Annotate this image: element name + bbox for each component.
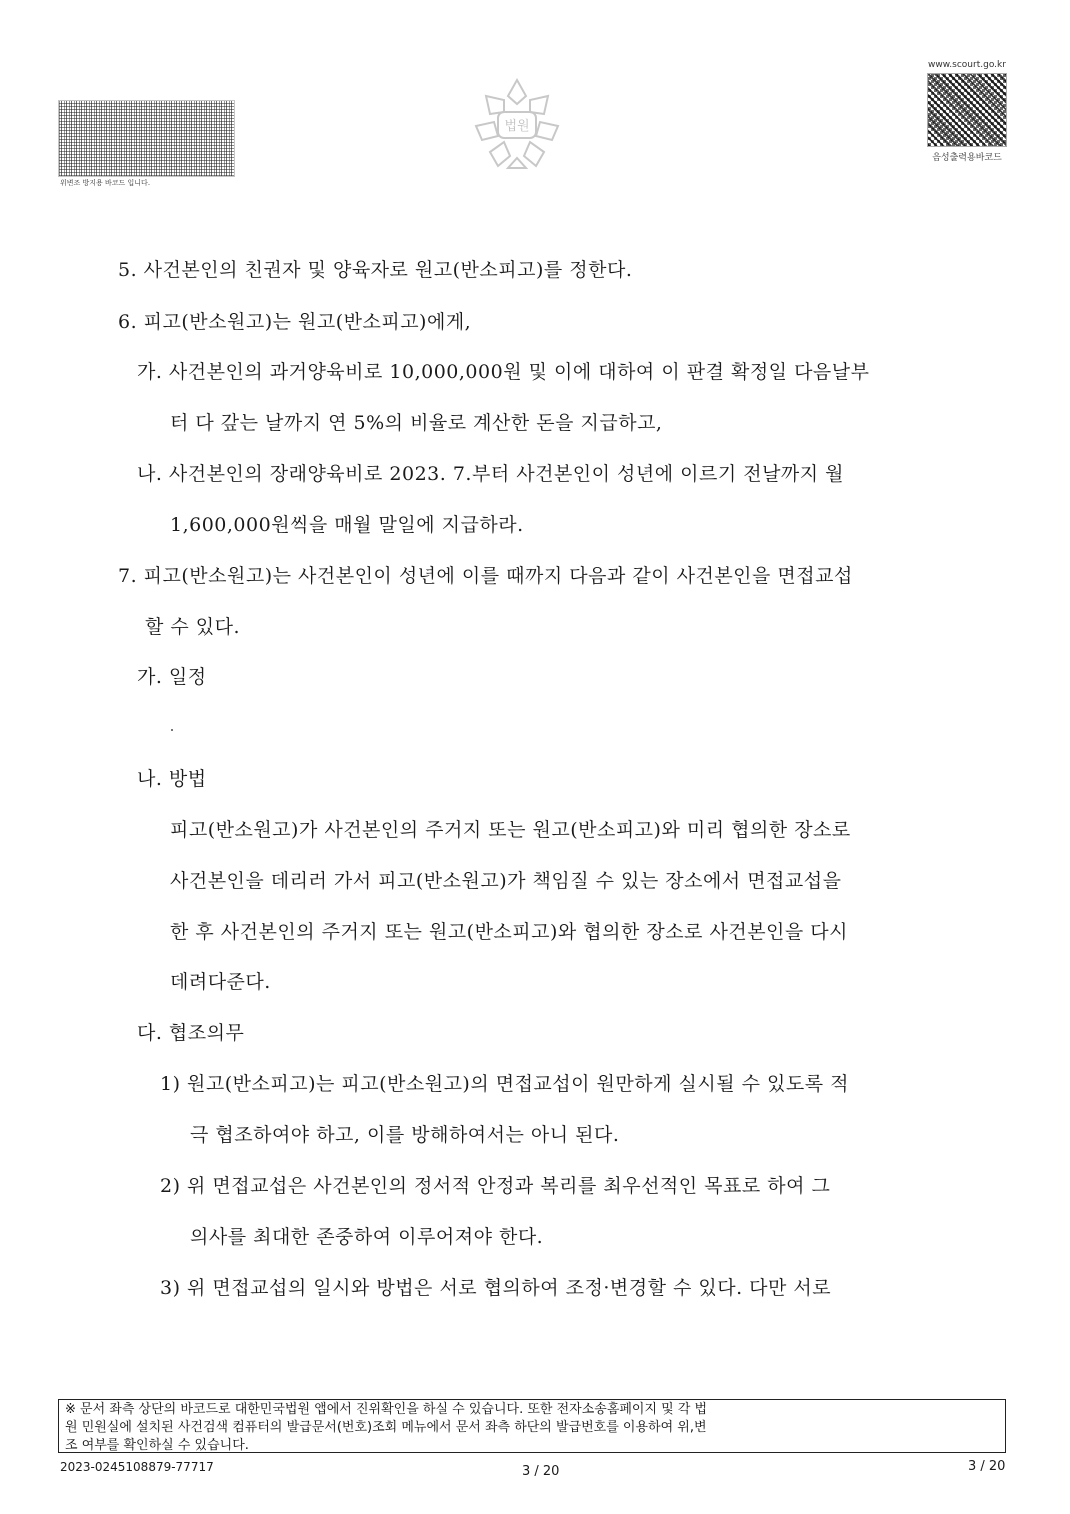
coop-2-line2: 의사를 최대한 존중하여 이루어져야 한다.	[190, 1226, 544, 1248]
notice-line: 조 여부를 확인하실 수 있습니다.	[65, 1438, 249, 1453]
method-line3: 한 후 사건본인의 주거지 또는 원고(반소피고)와 협의한 장소로 사건본인을 다시	[170, 921, 849, 943]
page-number-right: 3 / 20	[968, 1459, 1006, 1474]
voice-output-barcode	[927, 73, 1007, 147]
notice-line: 원 민원실에 설치된 사건검색 컴퓨터의 발급문서(번호)조회 메뉴에서 문서 좌측 하단의 발급번호를 이용하여 위,변	[65, 1420, 707, 1435]
anti-forgery-barcode	[58, 100, 235, 177]
method-line4: 데려다준다.	[170, 971, 271, 993]
blank-mark	[171, 729, 173, 731]
item-6-na-line1: 나. 사건본인의 장래양육비로 2023. 7.부터 사건본인이 성년에 이르기 전날까지 월	[137, 463, 845, 485]
item-7-da-heading: 다. 협조의무	[137, 1022, 245, 1044]
method-line2: 사건본인을 데리러 가서 피고(반소원고)가 책임질 수 있는 장소에서 면접교섭을	[170, 870, 842, 892]
court-emblem-icon	[468, 74, 566, 174]
coop-1-line2: 극 협조하여야 하고, 이를 방해하여서는 아니 된다.	[190, 1124, 620, 1146]
notice-line: ※ 문서 좌측 상단의 바코드로 대한민국법원 앱에서 진위확인을 하실 수 있습니다. 또한 전자소송홈페이지 및 각 법	[65, 1402, 708, 1417]
court-url: www.scourt.go.kr	[928, 60, 1006, 70]
issue-number: 2023-0245108879-77717	[60, 1460, 214, 1474]
item-7-ga-heading: 가. 일정	[137, 666, 207, 688]
item-7-line2: 할 수 있다.	[145, 616, 241, 638]
coop-3-line1: 3) 위 면접교섭의 일시와 방법은 서로 협의하여 조정·변경할 수 있다. 다만 서로	[160, 1277, 832, 1299]
coop-2-line1: 2) 위 면접교섭은 사건본인의 정서적 안정과 복리를 최우선적인 목표로 하여 그	[160, 1175, 831, 1197]
item-6-ga-line2: 터 다 갚는 날까지 연 5%의 비율로 계산한 돈을 지급하고,	[170, 412, 663, 434]
item-6-na-line2: 1,600,000원씩을 매월 말일에 지급하라.	[170, 514, 524, 536]
qr-caption: 음성출력용바코드	[932, 153, 1002, 163]
emblem-text: 법원	[504, 119, 530, 134]
page-number-center: 3 / 20	[522, 1464, 560, 1479]
item-7-line1: 7. 피고(반소원고)는 사건본인이 성년에 이를 때까지 다음과 같이 사건본인을 면접교섭	[118, 565, 853, 587]
verification-notice	[58, 1399, 1006, 1453]
item-6-ga-line1: 가. 사건본인의 과거양육비로 10,000,000원 및 이에 대하여 이 판결 확정일 다음날부	[137, 361, 870, 383]
item-7-na-heading: 나. 방법	[137, 768, 207, 790]
item-5: 5. 사건본인의 친권자 및 양육자로 원고(반소피고)를 정한다.	[118, 259, 633, 281]
coop-1-line1: 1) 원고(반소피고)는 피고(반소원고)의 면접교섭이 원만하게 실시될 수 있도록 적	[160, 1073, 849, 1095]
item-6: 6. 피고(반소원고)는 원고(반소피고)에게,	[118, 311, 472, 333]
barcode-caption: 위변조 방지용 바코드 입니다.	[60, 179, 151, 187]
method-line1: 피고(반소원고)가 사건본인의 주거지 또는 원고(반소피고)와 미리 협의한 장소로	[170, 819, 851, 841]
